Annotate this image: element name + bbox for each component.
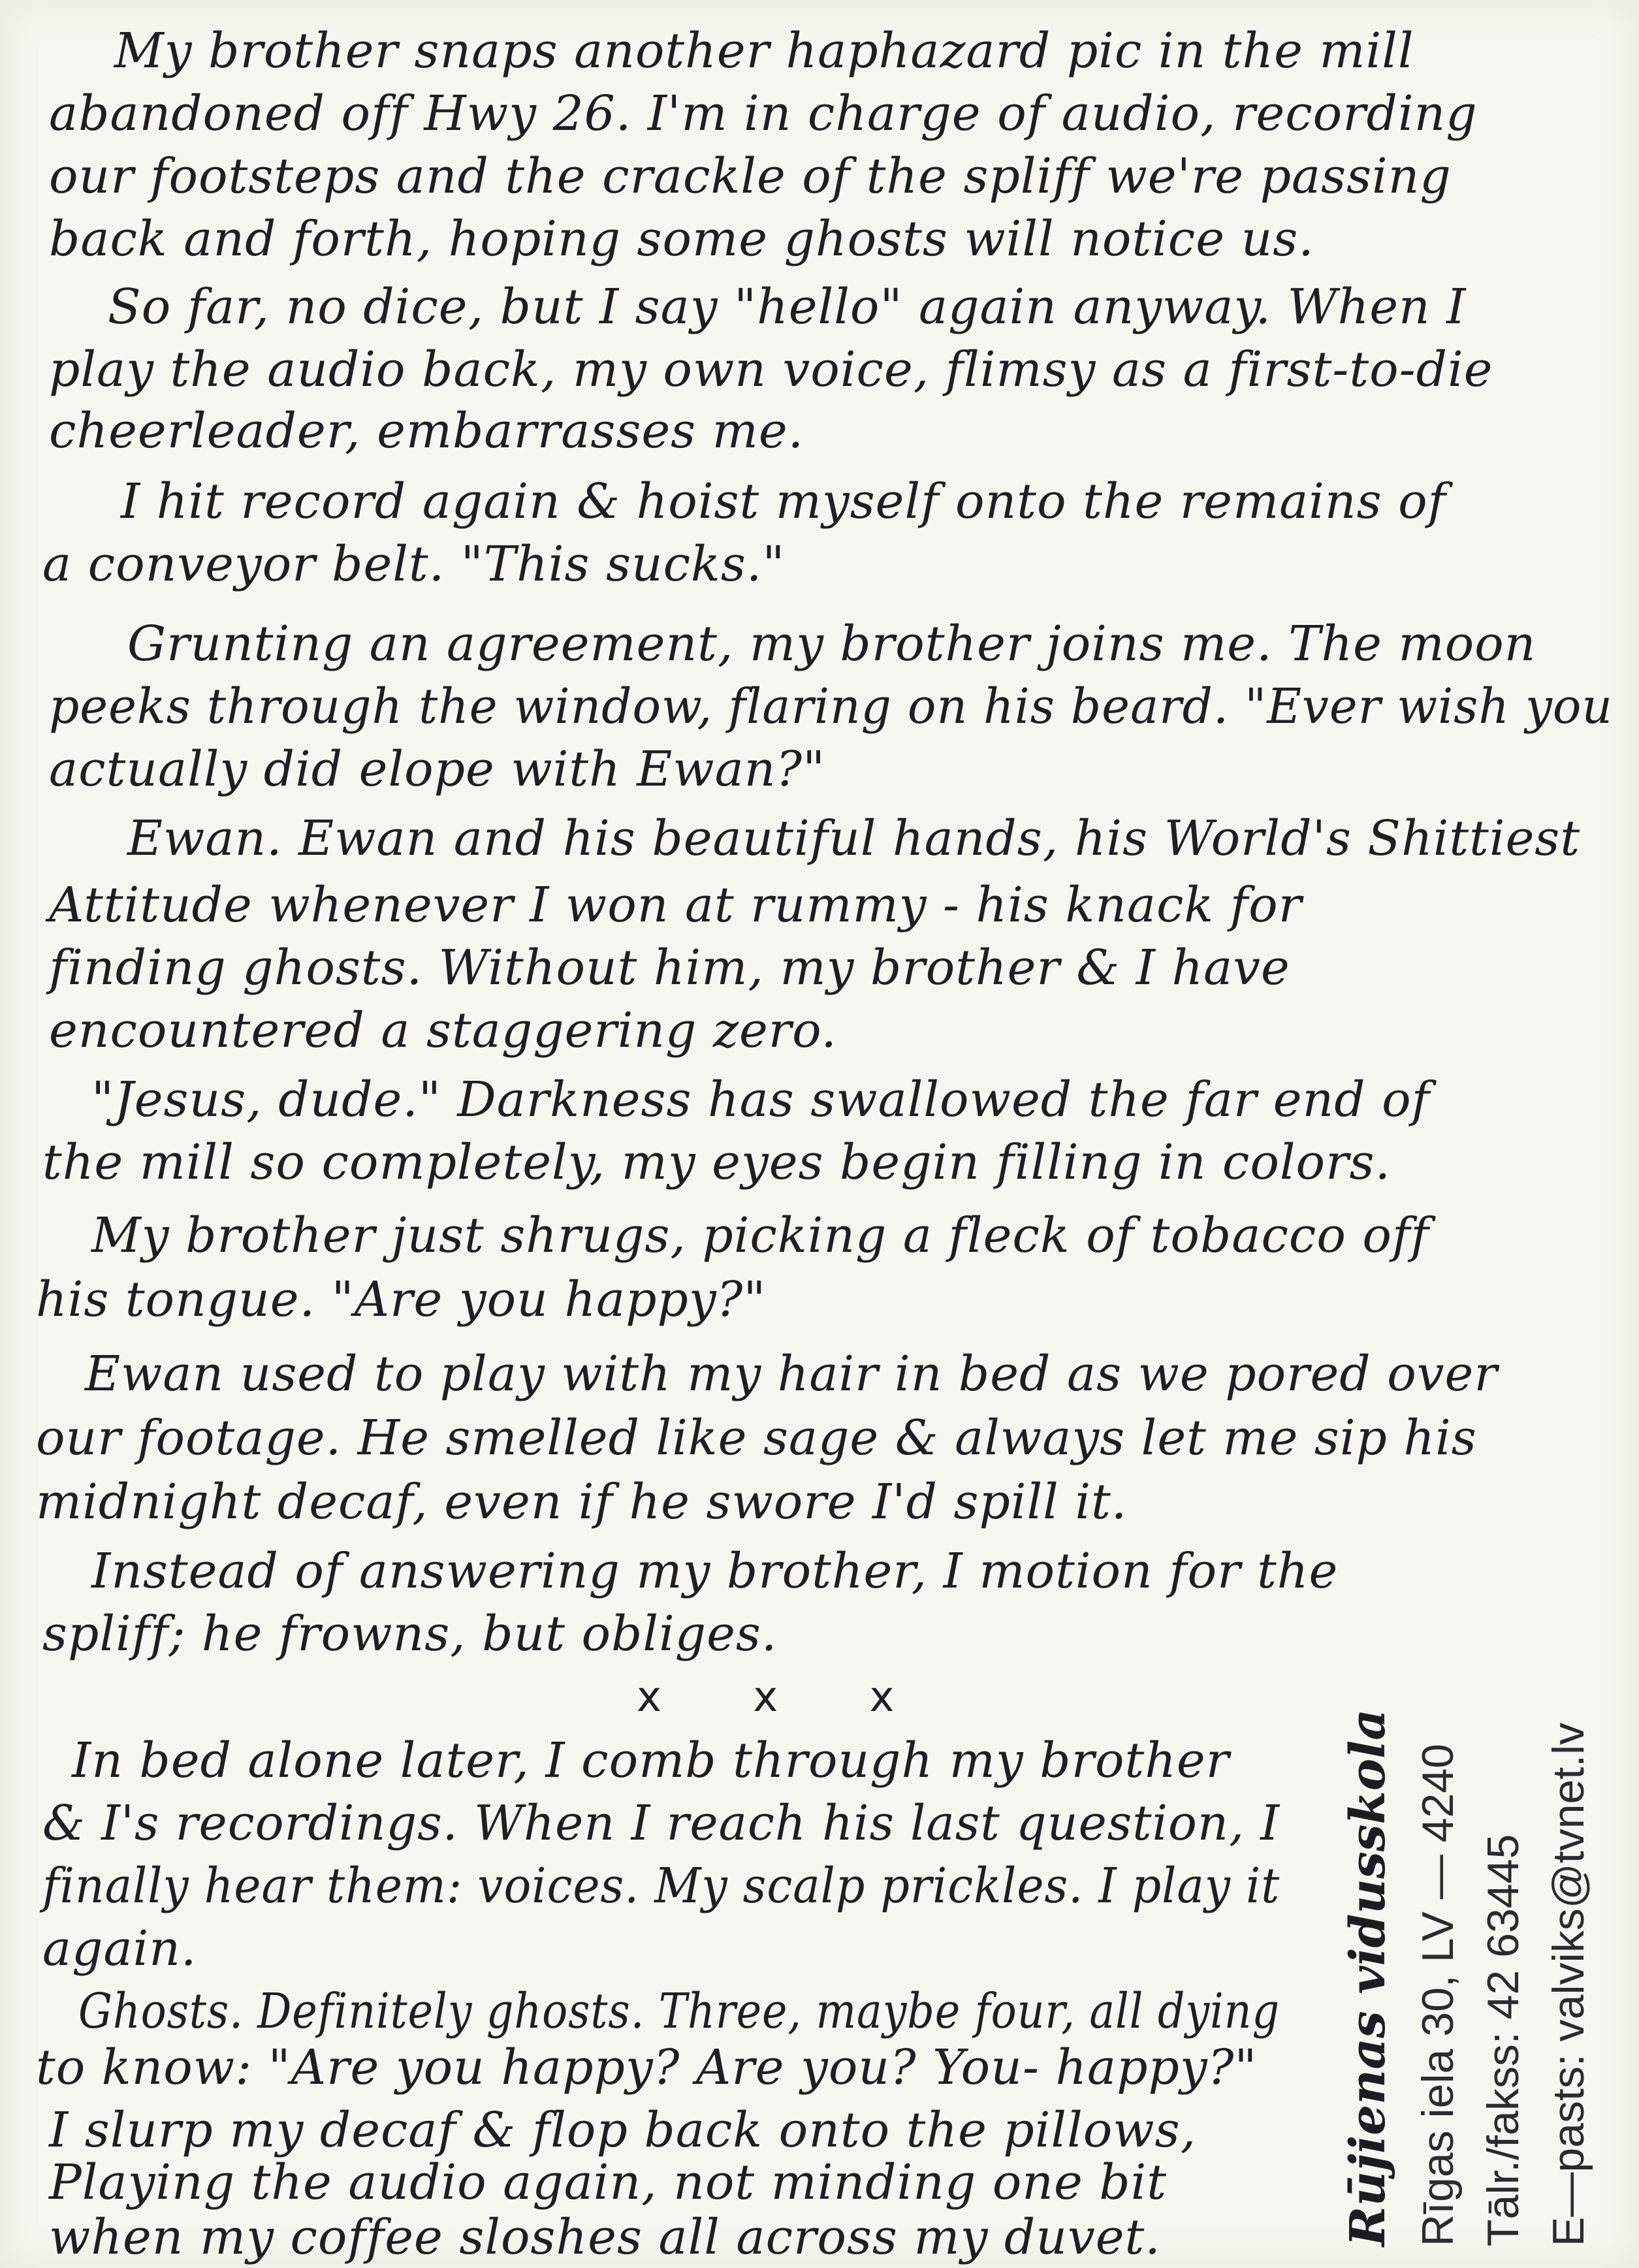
story-line: a conveyor belt. "This sucks." xyxy=(42,536,786,592)
story-line: cheerleader, embarrasses me. xyxy=(49,403,804,459)
stamp-phone: Tālr./fakss: 42 63445 xyxy=(1478,1834,1528,2246)
story-line: finding ghosts. Without him, my brother & I have xyxy=(49,940,1290,996)
story-line: & I's recordings. When I reach his last question, I xyxy=(42,1795,1281,1851)
story-line: So far, no dice, but I say "hello" again anyway. When I xyxy=(108,279,1467,335)
story-line: In bed alone later, I comb through my brother xyxy=(72,1733,1230,1789)
story-line: play the audio back, my own voice, flimsy as a first-to-die xyxy=(49,342,1493,398)
story-line: midnight decaf, even if he swore I'd spill it. xyxy=(36,1474,1128,1530)
stamp-school-name: Rūjienas vidusskola xyxy=(1340,1708,1396,2246)
story-line: actually did elope with Ewan?" xyxy=(49,741,826,797)
story-line: I slurp my decaf & flop back onto the pillows, xyxy=(49,2102,1197,2158)
story-line: Attitude whenever I won at rummy - his knack for xyxy=(49,877,1303,933)
story-line: the mill so completely, my eyes begin filling in colors. xyxy=(42,1134,1391,1190)
story-line: I hit record again & hoist myself onto the remains of xyxy=(121,473,1447,530)
story-line: My brother just shrugs, picking a fleck of tobacco off xyxy=(91,1207,1429,1264)
story-line: peeks through the window, flaring on his beard. "Ever wish you xyxy=(49,679,1613,735)
story-line: Instead of answering my brother, I motion for the xyxy=(91,1543,1339,1599)
story-line: Playing the audio again, not minding one bit xyxy=(49,2154,1168,2211)
story-line: abandoned off Hwy 26. I'm in charge of audio, recording xyxy=(49,86,1478,142)
story-line: to know: "Are you happy? Are you? You- happy?" xyxy=(36,2039,1258,2096)
story-line: our footage. He smelled like sage & always let me sip his xyxy=(36,1410,1477,1466)
story-line: Ewan. Ewan and his beautiful hands, his World's Shittiest xyxy=(127,810,1581,867)
story-line: encountered a staggering zero. xyxy=(49,1002,837,1059)
story-line: Grunting an agreement, my brother joins me. The moon xyxy=(127,616,1536,672)
story-line: again. xyxy=(42,1921,197,1977)
stamp-address: Rīgas iela 30, LV — 4240 xyxy=(1413,1744,1463,2246)
story-line: our footsteps and the crackle of the spliff we're passing xyxy=(49,148,1452,204)
story-line: when my coffee sloshes all across my duvet. xyxy=(49,2209,1161,2265)
story-line: back and forth, hoping some ghosts will notice us. xyxy=(49,211,1314,267)
story-line: Ghosts. Definitely ghosts. Three, maybe four, all dying xyxy=(78,1983,1280,2039)
stamp-email: E—pasts: valviks@tvnet.lv xyxy=(1544,1722,1593,2246)
story-line: finally hear them: voices. My scalp prickles. I play it xyxy=(42,1858,1281,1914)
story-line: spliff; he frowns, but obliges. xyxy=(42,1606,778,1662)
story-line: My brother snaps another haphazard pic in the mill xyxy=(114,23,1414,79)
story-line: his tongue. "Are you happy?" xyxy=(36,1271,767,1328)
section-separator: x x x xyxy=(637,1673,934,1721)
story-line: "Jesus, dude." Darkness has swallowed the far end of xyxy=(91,1072,1431,1128)
story-line: Ewan used to play with my hair in bed as we pored over xyxy=(85,1346,1498,1402)
